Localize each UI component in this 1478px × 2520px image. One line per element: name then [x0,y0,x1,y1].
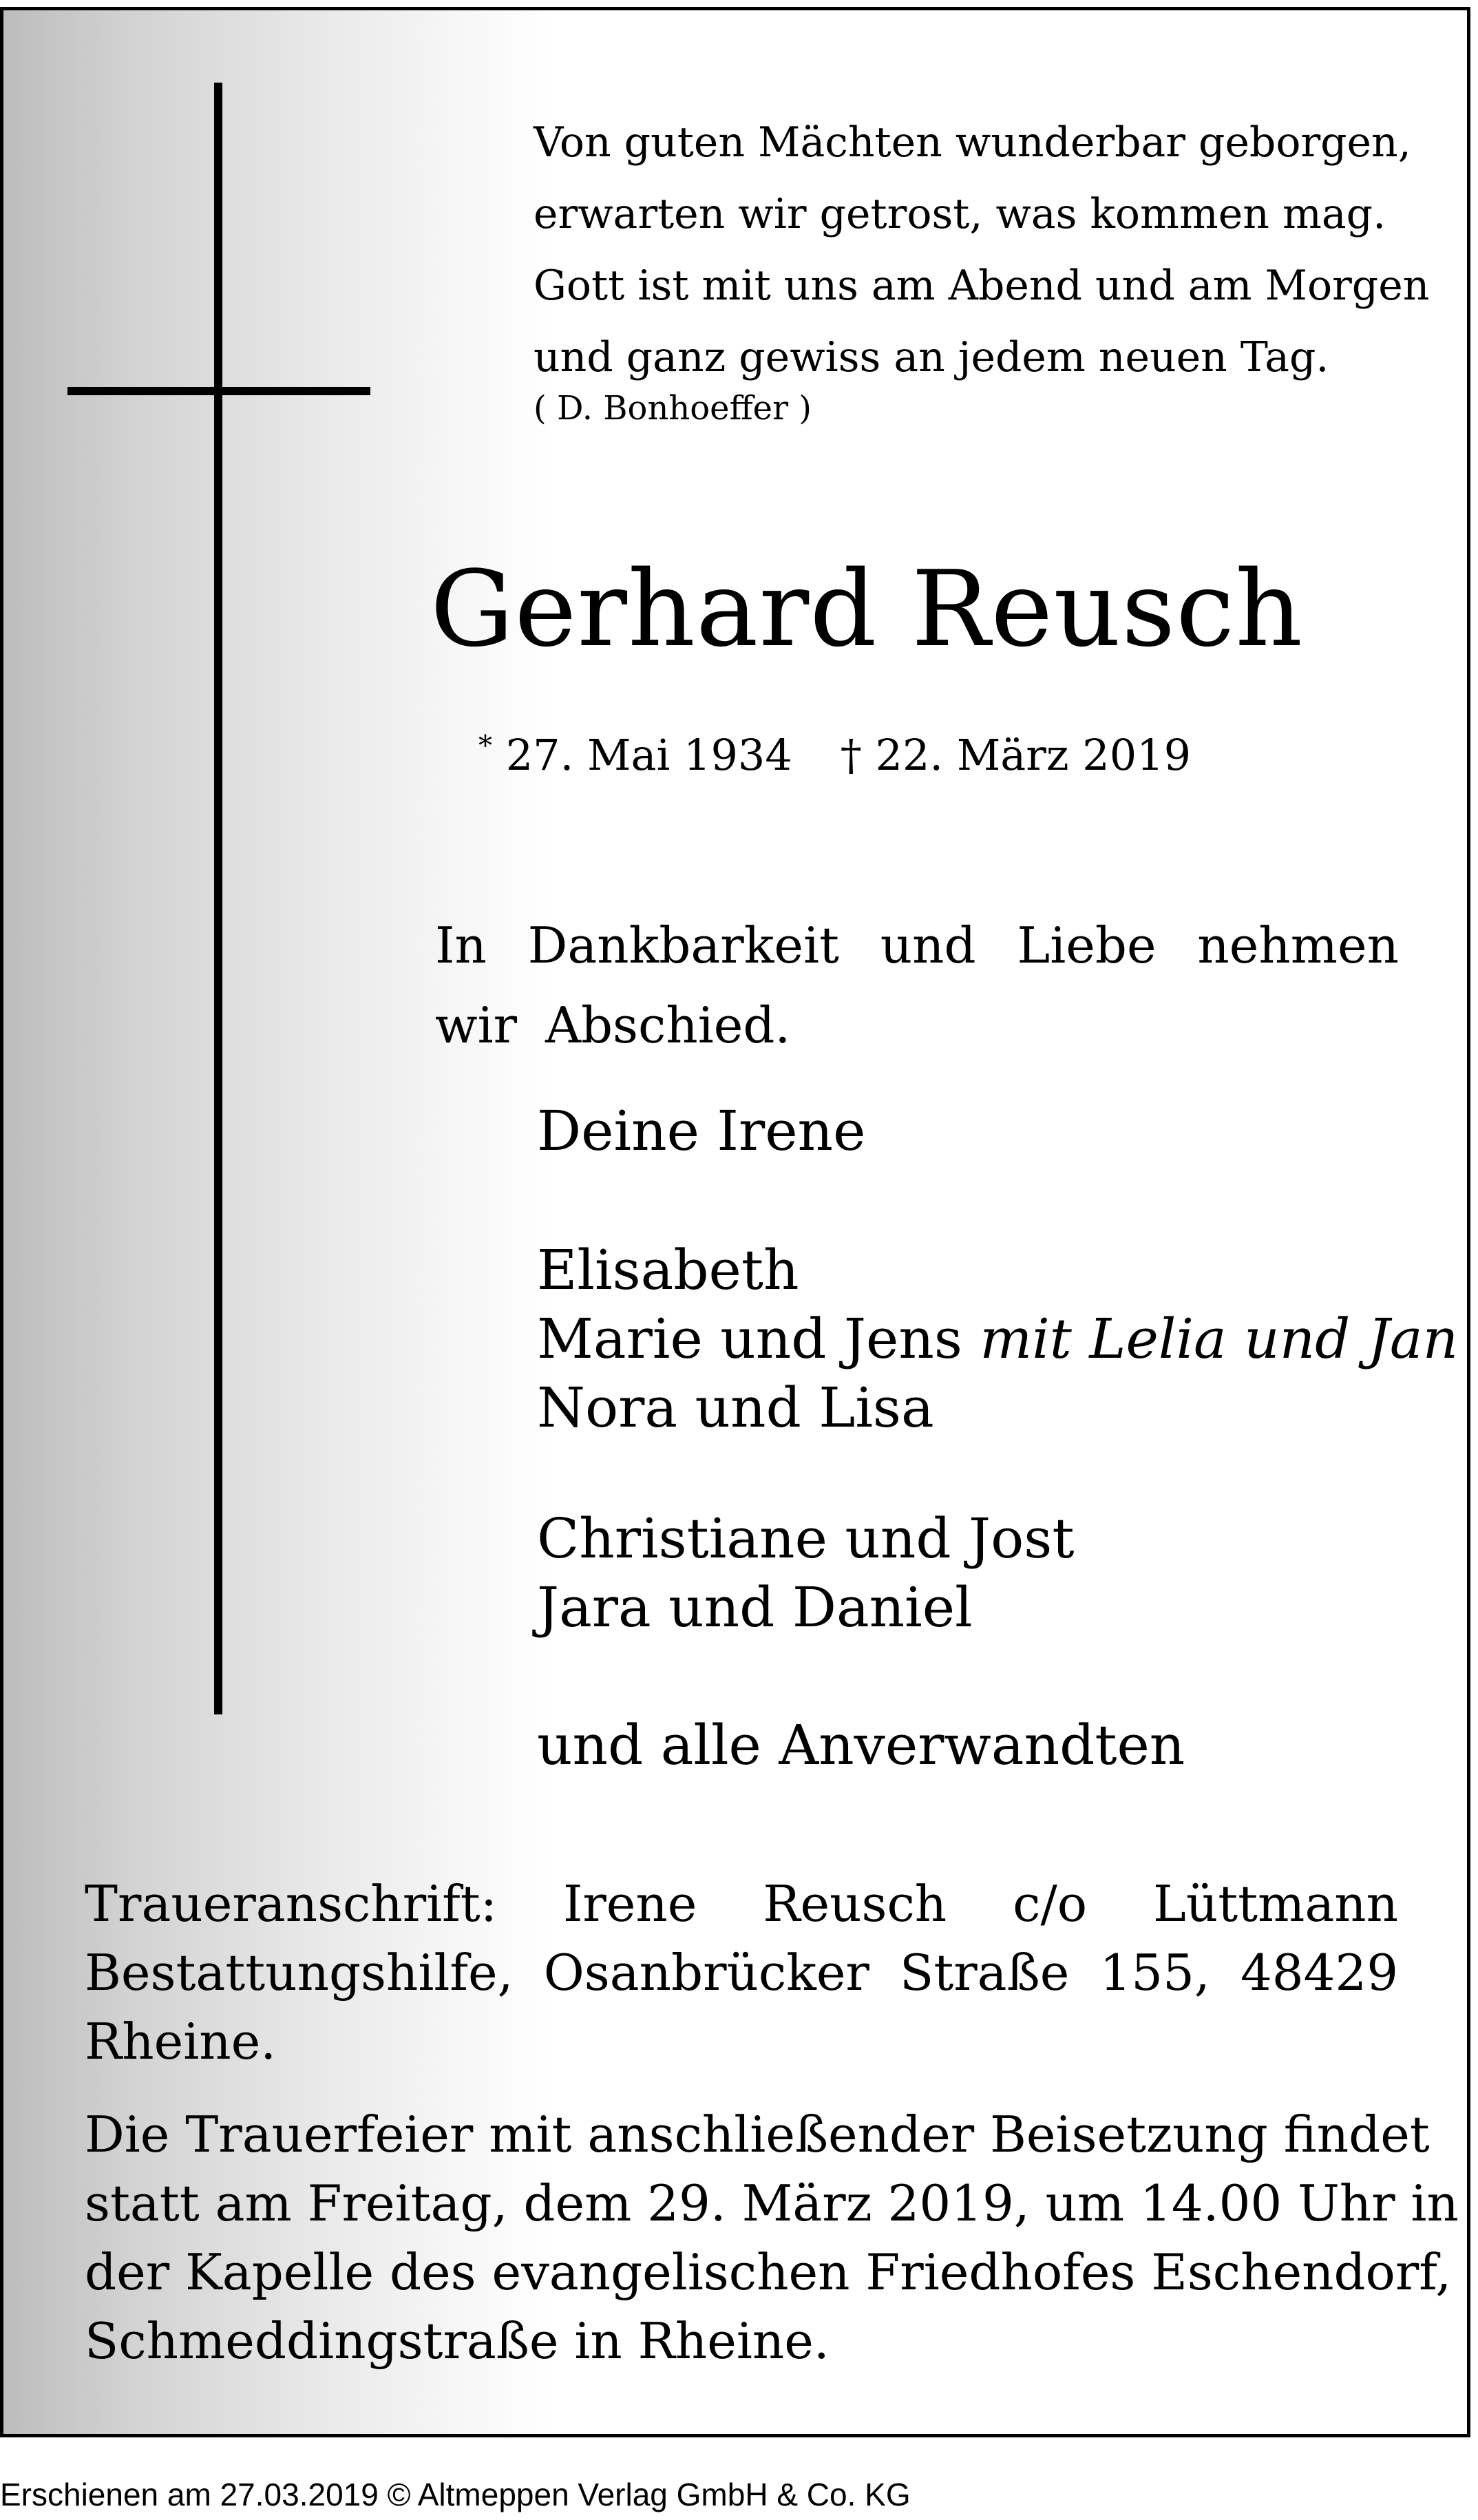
ceremony-info [85,2100,1459,2375]
family-member: Marie und Jens mit Lelia und Jan [537,1307,1459,1371]
family-relatives [537,1711,1185,1780]
cross-vertical-bar [214,83,222,1714]
verse-line: erwarten wir getrost, was kommen mag. [534,190,1386,238]
death-date: † 22. März 2019 [840,730,1192,780]
verse-line: und ganz gewiss an jedem neuen Tag. [534,333,1329,381]
relatives-line: und alle Anverwandten [537,1713,1185,1777]
family-group-elisabeth [537,1236,1458,1442]
obituary-frame [0,7,1470,2437]
address-line: Bestattungshilfe, Osanbrücker Straße 155, 48429 Rheine. [85,1944,1398,2070]
family-member-children: mit Lelia und Jan [980,1307,1459,1371]
cross-horizontal-bar [67,387,370,395]
family-member: Christiane und Jost [537,1506,1075,1571]
birth-mark: * [478,730,492,762]
ceremony-line: Schmeddingstraße in Rheine. [85,2312,830,2370]
ceremony-line: der Kapelle des evangelischen Friedhofes Eschendorf, [85,2243,1452,2301]
bonhoeffer-verse [534,107,1442,393]
gratitude-text: In Dankbarkeit und Liebe nehmen wir Abschied. [435,916,1399,1054]
family-member: Elisabeth [537,1238,799,1302]
verse-line: Von guten Mächten wunderbar geborgen, [534,118,1411,167]
deceased-name: Gerhard Reusch [430,548,1304,670]
spouse-name: Deine Irene [537,1099,866,1163]
family-spouse [537,1097,865,1166]
publication-footer: Erschienen am 27.03.2019 © Altmeppen Verlag GmbH & Co. KG [0,2477,911,2512]
ceremony-line: statt am Freitag, dem 29. März 2019, um 14.00 Uhr in [85,2174,1459,2232]
verse-author: ( D. Bonhoeffer ) [534,389,812,428]
life-dates [478,730,1191,780]
family-group-christiane [537,1504,1074,1642]
family-member: Nora und Lisa [537,1376,934,1440]
birth-date: 27. Mai 1934 [505,730,792,780]
ceremony-line: Die Trauerfeier mit anschließender Beisetzung findet [85,2106,1430,2163]
verse-line: Gott ist mit uns am Abend und am Morgen [534,262,1430,310]
address-line: Traueranschrift: Irene Reusch c/o Lüttmann [85,1875,1398,1933]
mourning-address [85,1869,1398,2076]
family-member: Jara und Daniel [537,1575,973,1639]
